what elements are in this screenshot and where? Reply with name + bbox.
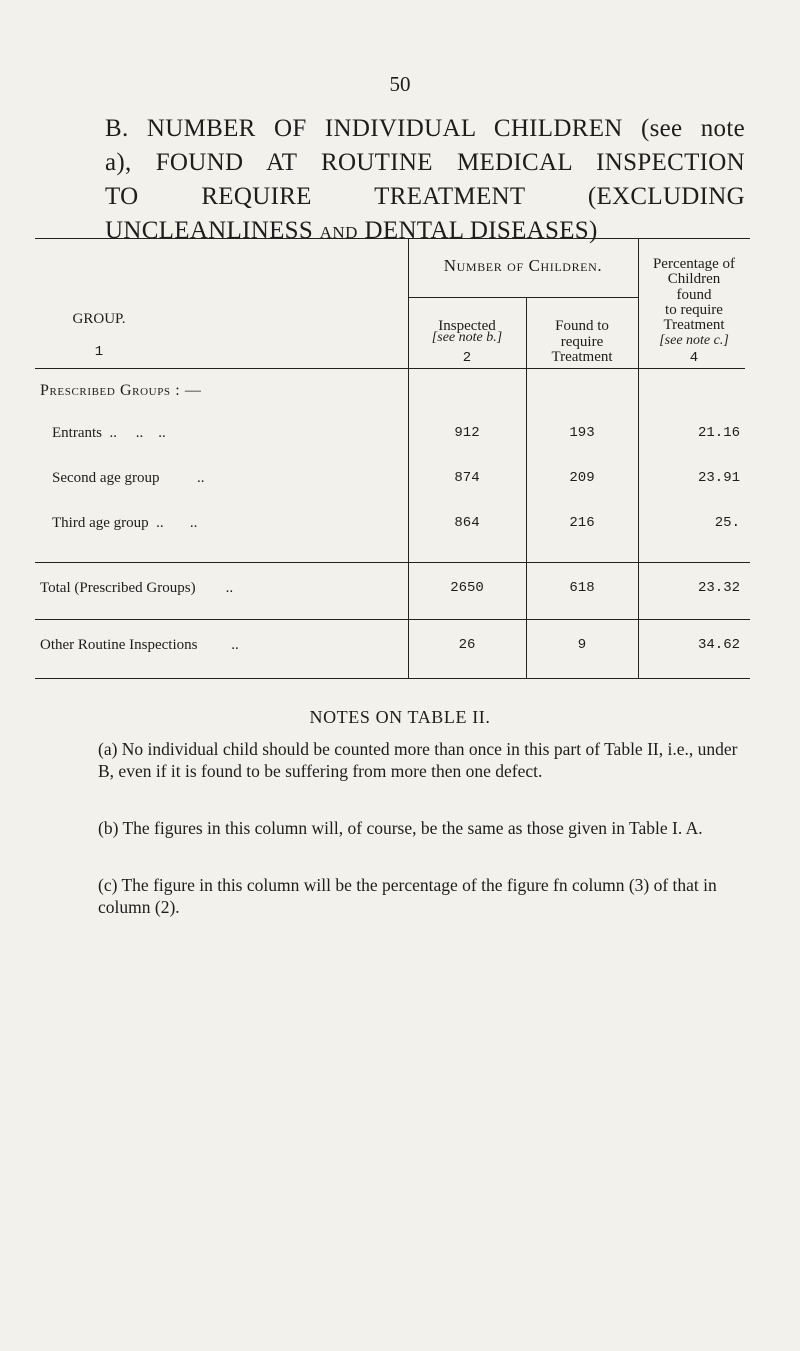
total-group: Total (Prescribed Groups) .. <box>40 580 234 596</box>
percentage-header-line-3: found <box>676 287 712 303</box>
total-percentage: 23.32 <box>697 580 740 596</box>
row-group: Second age group .. <box>52 470 205 486</box>
row-found: 193 <box>569 425 595 441</box>
inspected-col-number: 2 <box>462 350 472 366</box>
notes-title: NOTES ON TABLE II. <box>309 707 491 727</box>
group-col-number: 1 <box>94 344 104 360</box>
percentage-header-line-2: Children <box>667 271 721 287</box>
heading-line-4-and: AND <box>319 223 358 242</box>
note-a: (a) No individual child should be counted more than once in this part of Table II, i.e., under B, even if it is found to be suffering from more then one defect. <box>98 739 738 781</box>
row-percentage: 25. <box>714 515 740 531</box>
row-inspected: 864 <box>454 515 480 531</box>
header-bottom-rule-2 <box>415 368 745 369</box>
other-group: Other Routine Inspections .. <box>40 637 239 653</box>
other-inspected: 26 <box>458 637 476 653</box>
header-mid-rule <box>408 297 638 298</box>
header-bottom-rule <box>35 368 415 369</box>
group-header: GROUP. <box>72 311 126 327</box>
total-inspected: 2650 <box>450 580 484 596</box>
total-found: 618 <box>569 580 595 596</box>
heading-line-4 <box>105 214 745 250</box>
percentage-header-line-4: to require <box>665 302 723 318</box>
found-header-line-2: require <box>560 334 604 350</box>
heading-line-4b: DENTAL DISEASES) <box>357 217 598 244</box>
heading-line-3: TO REQUIRE TREATMENT (EXCLUDING <box>105 183 745 210</box>
row-found: 209 <box>569 470 595 486</box>
total-bottom-rule <box>35 619 750 620</box>
row-found: 216 <box>569 515 595 531</box>
table-heading <box>105 112 745 250</box>
row-inspected: 874 <box>454 470 480 486</box>
found-header-line-3: Treatment <box>551 349 613 365</box>
note-c: (c) The figure in this column will be the percentage of the figure fn column (3) of that in column (2). <box>98 875 717 917</box>
percentage-note: [see note c.] <box>659 333 729 348</box>
inspected-header: Inspected <box>438 318 496 334</box>
heading-line-2: a), FOUND AT ROUTINE MEDICAL INSPECTION <box>105 149 745 176</box>
row-inspected: 912 <box>454 425 480 441</box>
note-b: (b) The figures in this column will, of course, be the same as those given in Table I. A. <box>98 818 703 838</box>
row-percentage: 21.16 <box>697 425 740 441</box>
page-number: 50 <box>389 72 411 96</box>
row-group: Entrants .. .. .. <box>52 425 166 441</box>
row-group: Third age group .. .. <box>52 515 198 531</box>
percentage-col-number: 4 <box>689 350 699 366</box>
number-of-children-header: Number of Children. <box>443 256 603 275</box>
section-label: Prescribed Groups : — <box>40 382 202 399</box>
heading-line-1: B. NUMBER OF INDIVIDUAL CHILDREN (see note <box>105 115 745 142</box>
col-divider-1 <box>408 238 409 678</box>
percentage-header-line-1: Percentage of <box>652 256 736 272</box>
percentage-header-line-5: Treatment <box>663 317 725 333</box>
found-header-line-1: Found to <box>555 318 609 334</box>
row-percentage: 23.91 <box>697 470 740 486</box>
other-percentage: 34.62 <box>697 637 740 653</box>
inspected-note: [see note b.] <box>431 330 503 345</box>
heading-line-4a: UNCLEANLINESS <box>105 217 320 244</box>
table-top-rule <box>35 238 750 239</box>
total-top-rule <box>35 562 750 563</box>
table-bottom-rule <box>35 678 750 679</box>
other-found: 9 <box>577 637 587 653</box>
